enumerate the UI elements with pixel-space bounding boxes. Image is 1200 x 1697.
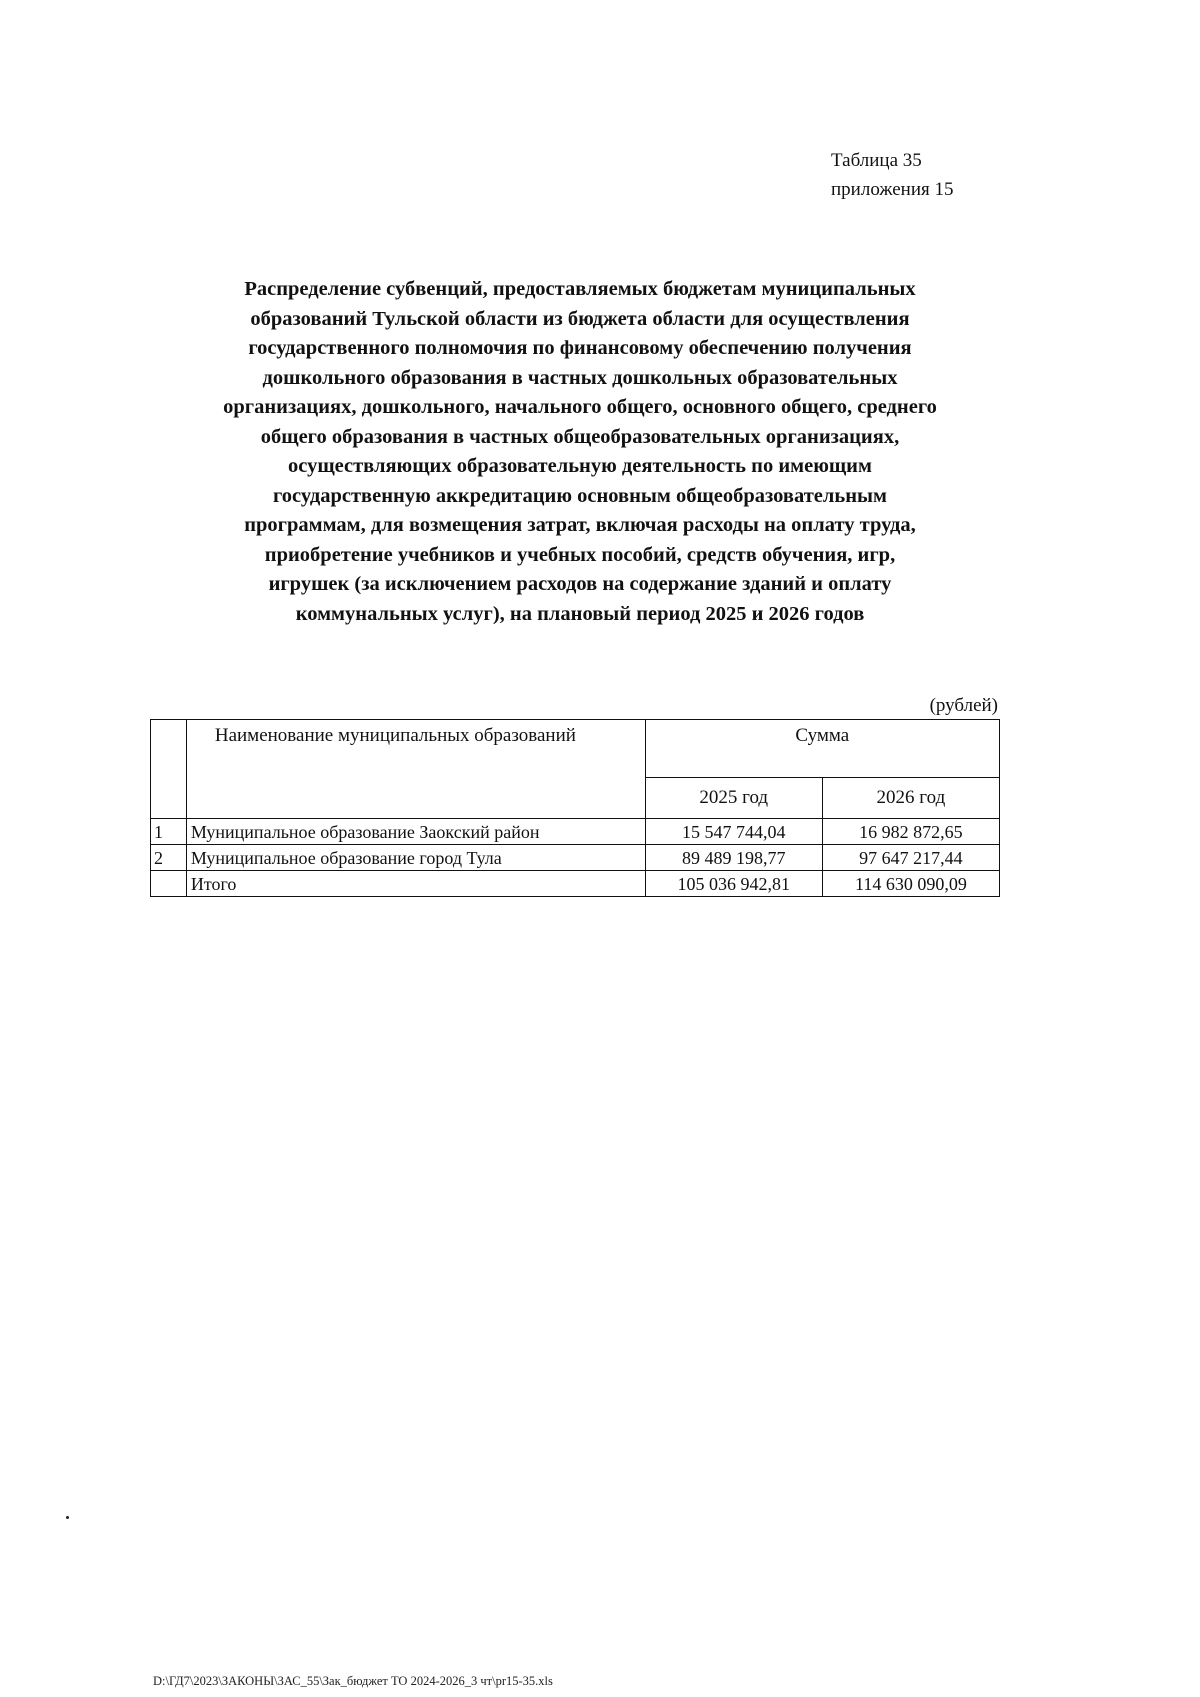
title-line: общего образования в частных общеобразовательных организациях, bbox=[260, 425, 900, 448]
scan-speck bbox=[66, 1516, 69, 1519]
title-line: игрушек (за исключением расходов на содержание зданий и оплату bbox=[268, 573, 892, 595]
row-value-2025: 89 489 198,77 bbox=[645, 845, 822, 871]
row-number: 1 bbox=[151, 819, 187, 845]
total-row bbox=[151, 871, 1000, 897]
title-line: дошкольного образования в частных дошкольных образовательных bbox=[262, 366, 898, 389]
file-path-footer: D:\ГД7\2023\ЗАКОНЫ\ЗАС_55\Зак_бюджет ТО 2024-2026_3 чт\pr15-35.xls bbox=[153, 1674, 553, 1688]
table-number: Таблица 35 bbox=[831, 150, 922, 171]
total-value-2025: 105 036 942,81 bbox=[645, 871, 822, 897]
table-row bbox=[151, 819, 1000, 845]
title-line: Распределение субвенций, предоставляемых бюджетам муниципальных bbox=[244, 278, 916, 300]
row-value-2026: 16 982 872,65 bbox=[822, 819, 999, 845]
row-number bbox=[151, 871, 187, 897]
title-line: программам, для возмещения затрат, включая расходы на оплату труда, bbox=[244, 514, 916, 536]
appendix-number: приложения 15 bbox=[831, 179, 954, 200]
title-line: осуществляющих образовательную деятельность по имеющим bbox=[288, 455, 872, 477]
header-number-cell bbox=[151, 720, 187, 819]
row-name: Муниципальное образование Заокский район bbox=[186, 819, 645, 845]
title-line: приобретение учебников и учебных пособий, средств обучения, игр, bbox=[264, 543, 896, 566]
row-name: Итого bbox=[186, 871, 645, 897]
header-year-2025: 2025 год bbox=[645, 778, 822, 819]
title-line: государственного полномочия по финансовому обеспечению получения bbox=[248, 337, 912, 359]
row-name: Муниципальное образование город Тула bbox=[186, 845, 645, 871]
header-row bbox=[151, 720, 1000, 778]
currency-unit: (рублей) bbox=[929, 695, 998, 716]
row-number: 2 bbox=[151, 845, 187, 871]
total-value-2026: 114 630 090,09 bbox=[822, 871, 999, 897]
title-line: коммунальных услуг), на плановый период 2025 и 2026 годов bbox=[295, 602, 865, 625]
table-row bbox=[151, 845, 1000, 871]
title-line: государственную аккредитацию основным общеобразовательным bbox=[273, 484, 887, 507]
header-year-2026: 2026 год bbox=[822, 778, 999, 819]
title-line: образований Тульской области из бюджета области для осуществления bbox=[250, 307, 910, 330]
header-name-cell: Наименование муниципальных образований bbox=[186, 720, 645, 819]
row-value-2026: 97 647 217,44 bbox=[822, 845, 999, 871]
row-value-2025: 15 547 744,04 bbox=[645, 819, 822, 845]
table-reference bbox=[831, 146, 953, 204]
title-line: организациях, дошкольного, начального общего, основного общего, среднего bbox=[223, 396, 937, 418]
document-title bbox=[140, 275, 1020, 629]
header-sum-cell: Сумма bbox=[645, 720, 999, 778]
subvention-table bbox=[150, 719, 1000, 897]
